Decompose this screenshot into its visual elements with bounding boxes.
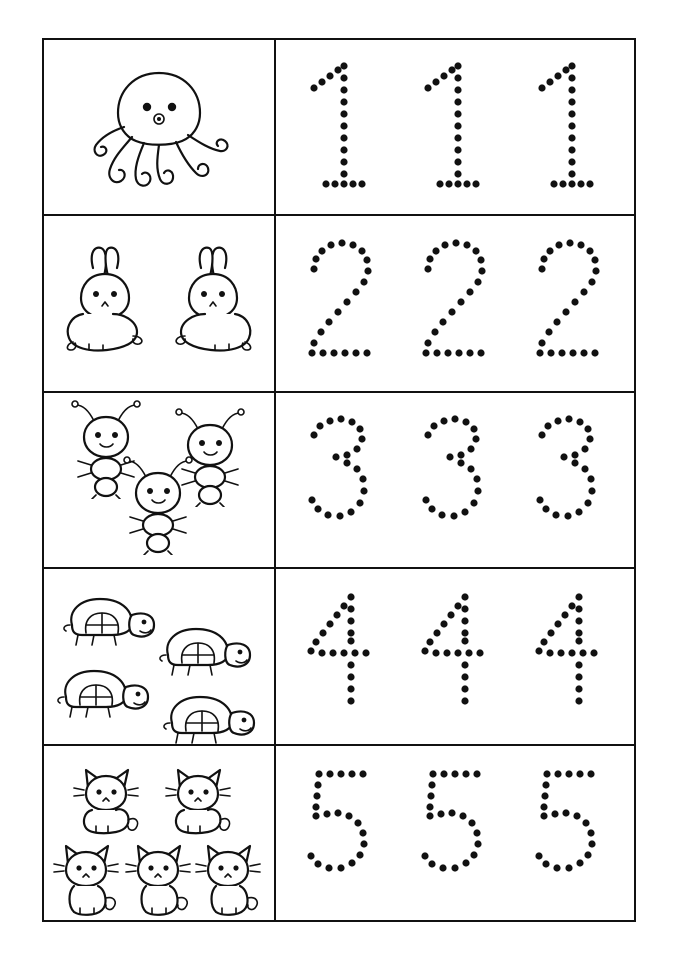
cat-icon bbox=[72, 762, 146, 838]
dotted-number-4 bbox=[523, 581, 615, 731]
trace-cell-2 bbox=[276, 216, 634, 390]
picture-cell-5 bbox=[44, 746, 276, 920]
trace-cell-1 bbox=[276, 40, 634, 214]
ant-icon bbox=[112, 455, 208, 555]
turtle-icon bbox=[152, 611, 256, 683]
worksheet-table bbox=[42, 38, 636, 922]
dotted-number-2 bbox=[522, 229, 617, 379]
octopus-icon bbox=[84, 57, 234, 197]
trace-cell-5 bbox=[276, 746, 634, 920]
table-row bbox=[44, 216, 634, 392]
cat-icon bbox=[194, 840, 268, 920]
picture-cell-3 bbox=[44, 393, 276, 567]
dotted-number-3 bbox=[524, 405, 614, 555]
dotted-number-1 bbox=[524, 52, 614, 202]
trace-cell-3 bbox=[276, 393, 634, 567]
dotted-number-2 bbox=[408, 229, 503, 379]
cat-icon bbox=[52, 840, 126, 920]
dotted-number-2 bbox=[294, 229, 389, 379]
picture-cell-2 bbox=[44, 216, 276, 390]
table-row bbox=[44, 40, 634, 216]
dotted-number-5 bbox=[295, 758, 387, 908]
dotted-number-1 bbox=[410, 52, 500, 202]
dotted-number-5 bbox=[523, 758, 615, 908]
dotted-number-3 bbox=[296, 405, 386, 555]
table-row bbox=[44, 393, 634, 569]
table-row bbox=[44, 569, 634, 745]
dotted-number-4 bbox=[295, 581, 387, 731]
picture-cell-4 bbox=[44, 569, 276, 743]
dotted-number-5 bbox=[409, 758, 501, 908]
dotted-number-3 bbox=[410, 405, 500, 555]
turtle-icon bbox=[56, 581, 160, 653]
cat-icon bbox=[124, 840, 198, 920]
picture-cell-1 bbox=[44, 40, 276, 214]
rabbit-icon bbox=[59, 244, 159, 364]
dotted-number-4 bbox=[409, 581, 501, 731]
table-row bbox=[44, 746, 634, 920]
rabbit-icon bbox=[159, 244, 259, 364]
turtle-icon bbox=[156, 679, 260, 743]
turtle-icon bbox=[50, 653, 154, 725]
trace-cell-4 bbox=[276, 569, 634, 743]
dotted-number-1 bbox=[296, 52, 386, 202]
cat-icon bbox=[164, 762, 238, 838]
